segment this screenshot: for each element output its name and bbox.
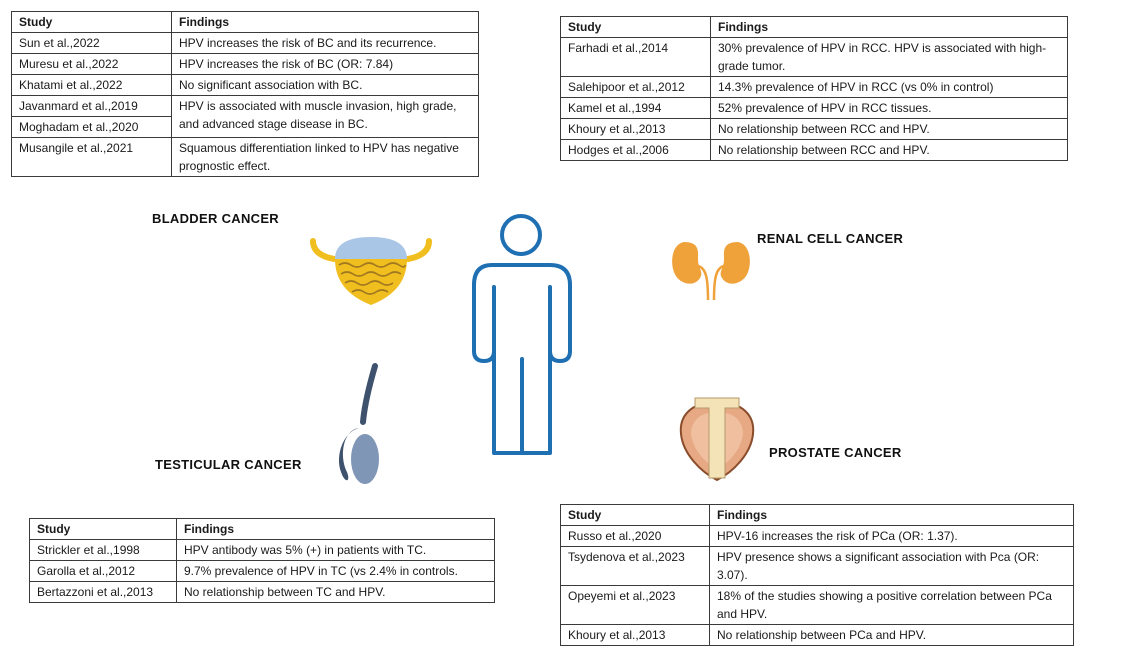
table-row <box>561 526 1074 547</box>
findings-column-header: Findings <box>710 505 1074 526</box>
kidneys-icon <box>670 238 752 304</box>
table-row <box>12 54 479 75</box>
bladder-icon <box>308 233 434 308</box>
bladder-cancer-table <box>11 11 479 177</box>
findings-cell: HPV increases the risk of BC and its recurrence. <box>172 33 479 54</box>
study-cell: Farhadi et al.,2014 <box>561 38 711 77</box>
table-row <box>12 96 479 117</box>
study-column-header: Study <box>30 519 177 540</box>
study-cell: Khoury et al.,2013 <box>561 625 710 646</box>
study-cell: Sun et al.,2022 <box>12 33 172 54</box>
findings-cell: HPV increases the risk of BC (OR: 7.84) <box>172 54 479 75</box>
prostate-cancer-table <box>560 504 1074 646</box>
findings-cell: 52% prevalence of HPV in RCC tissues. <box>711 98 1068 119</box>
findings-column-header: Findings <box>711 17 1068 38</box>
findings-cell: HPV-16 increases the risk of PCa (OR: 1.37). <box>710 526 1074 547</box>
table-row <box>561 547 1074 586</box>
findings-cell: No significant association with BC. <box>172 75 479 96</box>
table-row <box>12 138 479 177</box>
study-cell: Hodges et al.,2006 <box>561 140 711 161</box>
prostate-icon <box>677 394 757 482</box>
study-cell: Tsydenova et al.,2023 <box>561 547 710 586</box>
table-header-row <box>12 12 479 33</box>
study-cell: Salehipoor et al.,2012 <box>561 77 711 98</box>
findings-cell: No relationship between RCC and HPV. <box>711 119 1068 140</box>
study-cell: Bertazzoni et al.,2013 <box>30 582 177 603</box>
renal-cell-cancer-label: RENAL CELL CANCER <box>757 231 904 246</box>
findings-cell: No relationship between RCC and HPV. <box>711 140 1068 161</box>
study-cell: Russo et al.,2020 <box>561 526 710 547</box>
study-column-header: Study <box>12 12 172 33</box>
study-cell: Khoury et al.,2013 <box>561 119 711 140</box>
study-cell: Muresu et al.,2022 <box>12 54 172 75</box>
table-header-row <box>30 519 495 540</box>
table-row <box>561 119 1068 140</box>
table-row <box>561 77 1068 98</box>
findings-cell: No relationship between PCa and HPV. <box>710 625 1074 646</box>
findings-cell: 14.3% prevalence of HPV in RCC (vs 0% in control) <box>711 77 1068 98</box>
study-column-header: Study <box>561 505 710 526</box>
findings-cell: 18% of the studies showing a positive correlation between PCa and HPV. <box>710 586 1074 625</box>
study-cell: Strickler et al.,1998 <box>30 540 177 561</box>
table-row <box>30 561 495 582</box>
findings-cell: No relationship between TC and HPV. <box>177 582 495 603</box>
testicular-cancer-table <box>29 518 495 603</box>
findings-cell: Squamous differentiation linked to HPV has negative prognostic effect. <box>172 138 479 177</box>
testicular-cancer-label: TESTICULAR CANCER <box>155 457 302 472</box>
findings-column-header: Findings <box>172 12 479 33</box>
table-row <box>561 140 1068 161</box>
prostate-cancer-label: PROSTATE CANCER <box>769 445 902 460</box>
findings-cell: 30% prevalence of HPV in RCC. HPV is associated with high-grade tumor. <box>711 38 1068 77</box>
study-cell: Kamel et al.,1994 <box>561 98 711 119</box>
findings-cell: HPV is associated with muscle invasion, high grade, and advanced stage disease in BC. <box>172 96 479 138</box>
table-row <box>561 625 1074 646</box>
findings-cell: 9.7% prevalence of HPV in TC (vs 2.4% in controls. <box>177 561 495 582</box>
findings-column-header: Findings <box>177 519 495 540</box>
table-row <box>30 540 495 561</box>
table-row <box>12 33 479 54</box>
table-header-row <box>561 17 1068 38</box>
human-figure-icon <box>466 213 576 455</box>
table-row <box>12 75 479 96</box>
study-column-header: Study <box>561 17 711 38</box>
bladder-cancer-label: BLADDER CANCER <box>152 211 279 226</box>
study-cell: Garolla et al.,2012 <box>30 561 177 582</box>
testis-icon <box>335 360 387 488</box>
findings-cell: HPV antibody was 5% (+) in patients with TC. <box>177 540 495 561</box>
table-row <box>30 582 495 603</box>
findings-cell: HPV presence shows a significant association with Pca (OR: 3.07). <box>710 547 1074 586</box>
table-row <box>561 38 1068 77</box>
study-cell: Moghadam et al.,2020 <box>12 117 172 138</box>
study-cell: Javanmard et al.,2019 <box>12 96 172 117</box>
table-row <box>561 98 1068 119</box>
table-header-row <box>561 505 1074 526</box>
table-row <box>561 586 1074 625</box>
renal-cell-cancer-table <box>560 16 1068 161</box>
study-cell: Khatami et al.,2022 <box>12 75 172 96</box>
study-cell: Opeyemi et al.,2023 <box>561 586 710 625</box>
study-cell: Musangile et al.,2021 <box>12 138 172 177</box>
